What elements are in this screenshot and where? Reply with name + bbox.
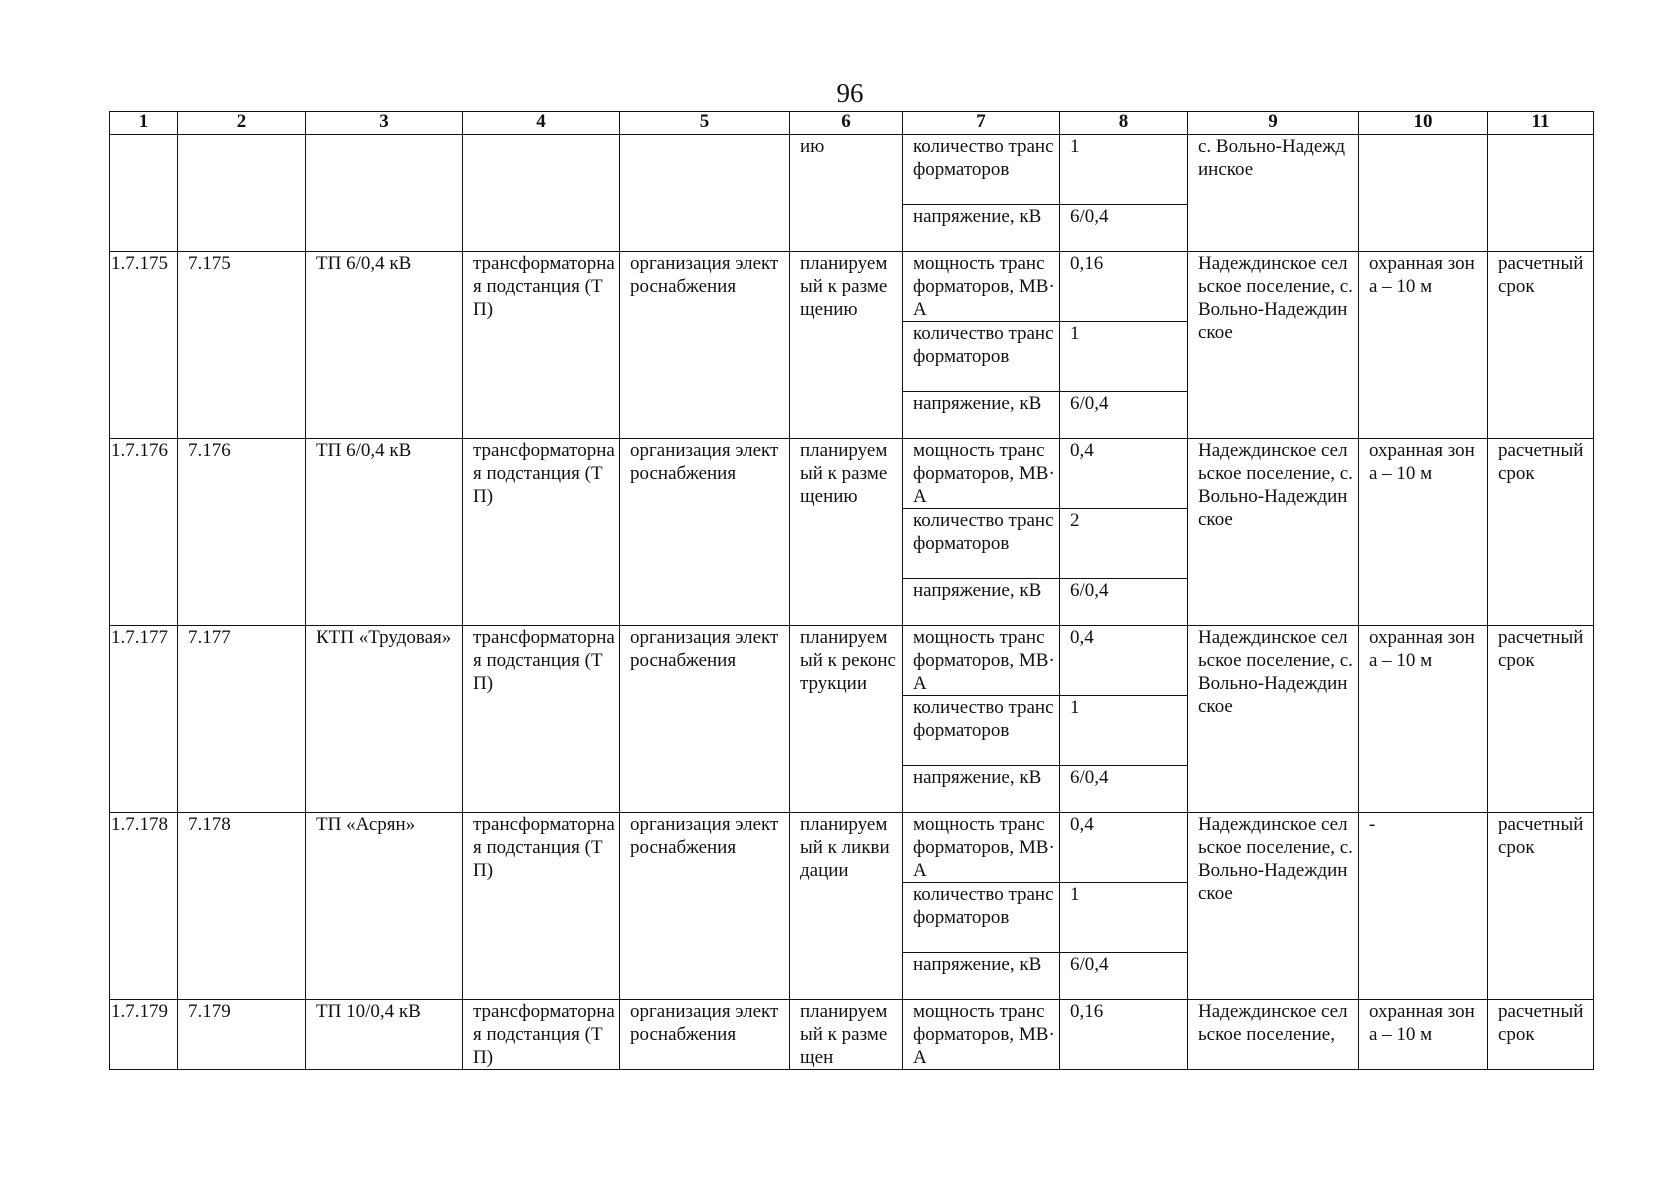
param-name-cell: напряжение, кВ	[903, 953, 1060, 1000]
param-value-cell: 6/0,4	[1060, 392, 1188, 439]
col-header: 2	[178, 112, 306, 135]
param-name-cell: напряжение, кВ	[903, 579, 1060, 626]
status-cell: планируемый к реконструкции	[790, 626, 903, 813]
location-cell: Надеждинское сельское поселение, с. Вольно-Надеждинское	[1188, 626, 1359, 813]
param-value-cell: 6/0,4	[1060, 766, 1188, 813]
code-cell: 7.176	[178, 439, 306, 626]
object-type-cell: трансформаторная подстанция (ТП)	[463, 813, 620, 1000]
param-name-cell: мощность трансформаторов, МВ·А	[903, 813, 1060, 883]
cell	[178, 135, 306, 252]
cell	[1488, 135, 1594, 252]
col-header: 11	[1488, 112, 1594, 135]
col-header: 3	[306, 112, 463, 135]
term-cell: расчетный срок	[1488, 1000, 1594, 1070]
object-name-cell: ТП 6/0,4 кВ	[306, 252, 463, 439]
param-value-cell: 0,4	[1060, 439, 1188, 509]
param-name-cell: напряжение, кВ	[903, 205, 1060, 252]
status-cell: планируемый к размещен	[790, 1000, 903, 1070]
table-row	[110, 1000, 1594, 1070]
code-cell: 7.178	[178, 813, 306, 1000]
col-header: 5	[620, 112, 790, 135]
status-cell: планируемый к размещению	[790, 252, 903, 439]
number-cell: 1.7.176	[110, 439, 178, 626]
col-header: 9	[1188, 112, 1359, 135]
cell	[463, 135, 620, 252]
zone-cell: охранная зона – 10 м	[1359, 439, 1488, 626]
object-type-cell: трансформаторная подстанция (ТП)	[463, 252, 620, 439]
param-value-cell: 0,4	[1060, 626, 1188, 696]
col-header: 6	[790, 112, 903, 135]
purpose-cell: организация электроснабжения	[620, 1000, 790, 1070]
zone-cell: -	[1359, 813, 1488, 1000]
status-cell: планируемый к ликвидации	[790, 813, 903, 1000]
status-cell: ию	[790, 135, 903, 252]
page-number: 96	[836, 78, 864, 108]
param-name-cell: напряжение, кВ	[903, 392, 1060, 439]
param-name-cell: мощность трансформаторов, МВ·А	[903, 626, 1060, 696]
location-cell: Надеждинское сельское поселение, с. Вольно-Надеждинское	[1188, 813, 1359, 1000]
cell	[306, 135, 463, 252]
table-row	[110, 439, 1594, 509]
purpose-cell: организация электроснабжения	[620, 252, 790, 439]
param-value-cell: 6/0,4	[1060, 579, 1188, 626]
table-row	[110, 813, 1594, 883]
location-cell: Надеждинское сельское поселение, с. Вольно-Надеждинское	[1188, 439, 1359, 626]
param-value-cell: 0,16	[1060, 1000, 1188, 1070]
col-header: 10	[1359, 112, 1488, 135]
object-type-cell: трансформаторная подстанция (ТП)	[463, 439, 620, 626]
param-name-cell: количество трансформаторов	[903, 322, 1060, 392]
number-cell: 1.7.175	[110, 252, 178, 439]
object-name-cell: ТП «Асрян»	[306, 813, 463, 1000]
param-name-cell: количество трансформаторов	[903, 135, 1060, 205]
header-row	[110, 112, 1594, 135]
object-name-cell: ТП 6/0,4 кВ	[306, 439, 463, 626]
object-type-cell: трансформаторная подстанция (ТП)	[463, 1000, 620, 1070]
param-name-cell: количество трансформаторов	[903, 509, 1060, 579]
number-cell: 1.7.177	[110, 626, 178, 813]
param-name-cell: мощность трансформаторов, МВ·А	[903, 439, 1060, 509]
param-name-cell: количество трансформаторов	[903, 883, 1060, 953]
param-value-cell: 1	[1060, 322, 1188, 392]
data-table	[109, 111, 1594, 1070]
param-name-cell: количество трансформаторов	[903, 696, 1060, 766]
code-cell: 7.179	[178, 1000, 306, 1070]
param-value-cell: 2	[1060, 509, 1188, 579]
param-value-cell: 1	[1060, 135, 1188, 205]
param-value-cell: 0,4	[1060, 813, 1188, 883]
cell	[620, 135, 790, 252]
param-name-cell: мощность трансформаторов, МВ·А	[903, 1000, 1060, 1070]
param-value-cell: 0,16	[1060, 252, 1188, 322]
param-name-cell: мощность трансформаторов, МВ·А	[903, 252, 1060, 322]
param-value-cell: 6/0,4	[1060, 953, 1188, 1000]
cell	[110, 135, 178, 252]
col-header: 4	[463, 112, 620, 135]
purpose-cell: организация электроснабжения	[620, 626, 790, 813]
number-cell: 1.7.178	[110, 813, 178, 1000]
purpose-cell: организация электроснабжения	[620, 813, 790, 1000]
col-header: 7	[903, 112, 1060, 135]
zone-cell: охранная зона – 10 м	[1359, 252, 1488, 439]
object-name-cell: КТП «Трудовая»	[306, 626, 463, 813]
table-row	[110, 626, 1594, 696]
term-cell: расчетный срок	[1488, 439, 1594, 626]
term-cell: расчетный срок	[1488, 626, 1594, 813]
param-name-cell: напряжение, кВ	[903, 766, 1060, 813]
location-cell: Надеждинское сельское поселение,	[1188, 1000, 1359, 1070]
code-cell: 7.177	[178, 626, 306, 813]
number-cell: 1.7.179	[110, 1000, 178, 1070]
object-name-cell: ТП 10/0,4 кВ	[306, 1000, 463, 1070]
code-cell: 7.175	[178, 252, 306, 439]
location-cell: с. Вольно-Надеждинское	[1188, 135, 1359, 252]
param-value-cell: 1	[1060, 883, 1188, 953]
param-value-cell: 1	[1060, 696, 1188, 766]
param-value-cell: 6/0,4	[1060, 205, 1188, 252]
term-cell: расчетный срок	[1488, 813, 1594, 1000]
location-cell: Надеждинское сельское поселение, с. Вольно-Надеждинское	[1188, 252, 1359, 439]
table-row	[110, 135, 1594, 205]
term-cell: расчетный срок	[1488, 252, 1594, 439]
col-header: 8	[1060, 112, 1188, 135]
zone-cell: охранная зона – 10 м	[1359, 1000, 1488, 1070]
col-header: 1	[110, 112, 178, 135]
table-row	[110, 252, 1594, 322]
cell	[1359, 135, 1488, 252]
status-cell: планируемый к размещению	[790, 439, 903, 626]
object-type-cell: трансформаторная подстанция (ТП)	[463, 626, 620, 813]
zone-cell: охранная зона – 10 м	[1359, 626, 1488, 813]
purpose-cell: организация электроснабжения	[620, 439, 790, 626]
